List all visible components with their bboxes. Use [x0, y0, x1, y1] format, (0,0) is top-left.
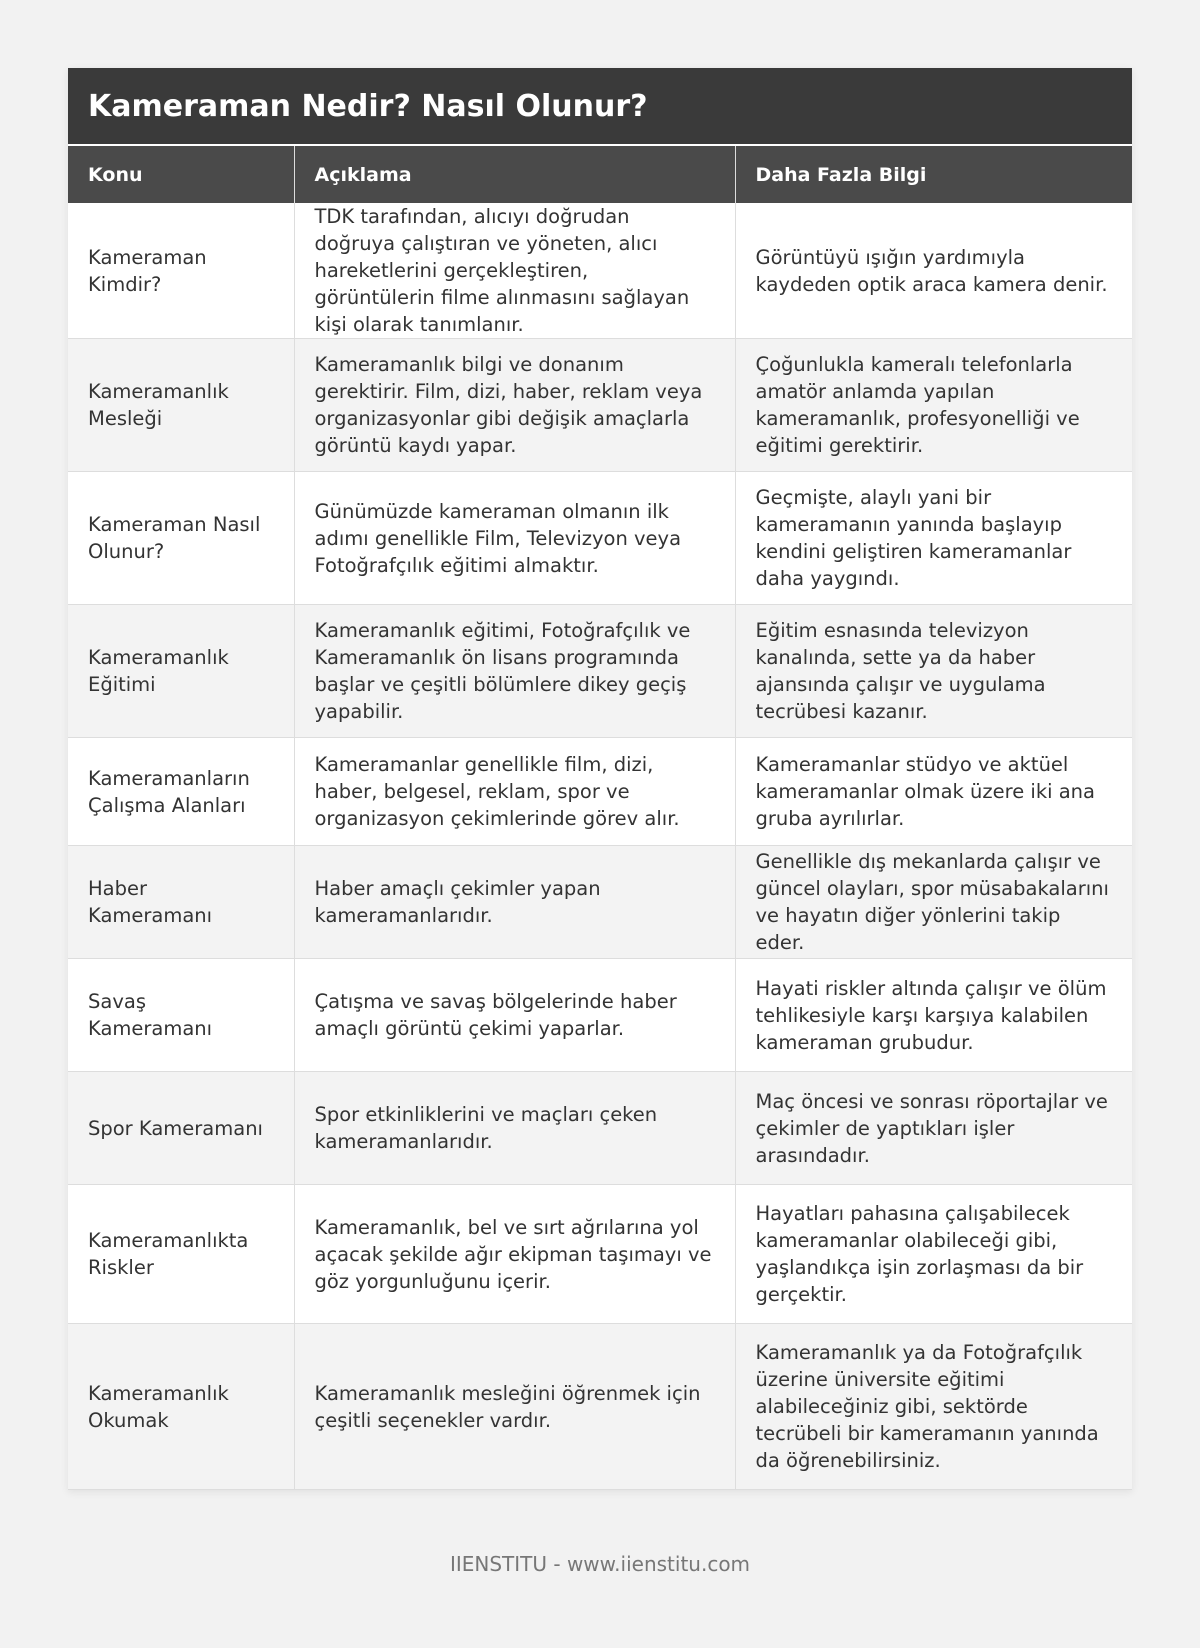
more-info-cell: Geçmişte, alaylı yani bir kameramanın yanında başlayıp kendini geliştiren kameramanlar daha yaygındı.: [735, 472, 1132, 605]
description-cell: Kameramanlık bilgi ve donanım gerektirir. Film, dizi, haber, reklam veya organizasyonlar gibi değişik amaçlarla görüntü kaydı yapar.: [294, 339, 735, 472]
topic-cell: Kameramanlık Okumak: [68, 1324, 294, 1490]
header-row: [68, 145, 1132, 203]
topic-cell: Kameramanların Çalışma Alanları: [68, 738, 294, 846]
column-header-daha-fazla-bilgi: Daha Fazla Bilgi: [735, 145, 1132, 203]
description-cell: Spor etkinliklerini ve maçları çeken kameramanlarıdır.: [294, 1072, 735, 1185]
more-info-cell: Kameramanlar stüdyo ve aktüel kameramanlar olmak üzere iki ana gruba ayrılırlar.: [735, 738, 1132, 846]
topic-cell: Kameramanlık Eğitimi: [68, 605, 294, 738]
table-row: [68, 959, 1132, 1072]
topic-cell: Savaş Kameramanı: [68, 959, 294, 1072]
table-row: [68, 846, 1132, 959]
topic-cell: Haber Kameramanı: [68, 846, 294, 959]
description-cell: TDK tarafından, alıcıyı doğrudan doğruya çalıştıran ve yöneten, alıcı hareketlerini gerçekleştiren, görüntülerin filme alınmasını sağlayan kişi olarak tanımlanır.: [294, 203, 735, 339]
more-info-cell: Çoğunlukla kameralı telefonlarla amatör anlamda yapılan kameramanlık, profesyonelliği ve eğitimi gerektirir.: [735, 339, 1132, 472]
topic-cell: Spor Kameramanı: [68, 1072, 294, 1185]
column-header-konu: Konu: [68, 145, 294, 203]
column-header-aciklama: Açıklama: [294, 145, 735, 203]
table-row: [68, 339, 1132, 472]
info-table-card: [68, 68, 1132, 1490]
table-title: Kameraman Nedir? Nasıl Olunur?: [68, 68, 1132, 144]
topic-cell: Kameramanlık Mesleği: [68, 339, 294, 472]
footer-credit: IIENSTITU - www.iienstitu.com: [449, 1552, 751, 1576]
table-row: [68, 203, 1132, 339]
description-cell: Kameramanlık eğitimi, Fotoğrafçılık ve Kameramanlık ön lisans programında başlar ve çeşitli bölümlere dikey geçiş yapabilir.: [294, 605, 735, 738]
topic-cell: Kameramanlıkta Riskler: [68, 1185, 294, 1324]
description-cell: Haber amaçlı çekimler yapan kameramanlarıdır.: [294, 846, 735, 959]
more-info-cell: Hayatları pahasına çalışabilecek kameramanlar olabileceği gibi, yaşlandıkça işin zorlaşması da bir gerçektir.: [735, 1185, 1132, 1324]
table-row: [68, 1324, 1132, 1490]
topic-cell: Kameraman Nasıl Olunur?: [68, 472, 294, 605]
description-cell: Kameramanlık, bel ve sırt ağrılarına yol açacak şekilde ağır ekipman taşımayı ve göz yorgunluğunu içerir.: [294, 1185, 735, 1324]
more-info-cell: Genellikle dış mekanlarda çalışır ve güncel olayları, spor müsabakalarını ve hayatın diğer yönlerini takip eder.: [735, 846, 1132, 959]
more-info-cell: Eğitim esnasında televizyon kanalında, sette ya da haber ajansında çalışır ve uygulama tecrübesi kazanır.: [735, 605, 1132, 738]
table-row: [68, 472, 1132, 605]
table-row: [68, 738, 1132, 846]
table-row: [68, 1185, 1132, 1324]
more-info-cell: Kameramanlık ya da Fotoğrafçılık üzerine üniversite eğitimi alabileceğiniz gibi, sektörde tecrübeli bir kameramanın yanında da öğrenebilirsiniz.: [735, 1324, 1132, 1490]
description-cell: Kameramanlık mesleğini öğrenmek için çeşitli seçenekler vardır.: [294, 1324, 735, 1490]
table-row: [68, 605, 1132, 738]
description-cell: Kameramanlar genellikle film, dizi, haber, belgesel, reklam, spor ve organizasyon çekimlerinde görev alır.: [294, 738, 735, 846]
more-info-cell: Görüntüyü ışığın yardımıyla kaydeden optik araca kamera denir.: [735, 203, 1132, 339]
description-cell: Çatışma ve savaş bölgelerinde haber amaçlı görüntü çekimi yaparlar.: [294, 959, 735, 1072]
topic-cell: Kameraman Kimdir?: [68, 203, 294, 339]
more-info-cell: Maç öncesi ve sonrası röportajlar ve çekimler de yaptıkları işler arasındadır.: [735, 1072, 1132, 1185]
description-cell: Günümüzde kameraman olmanın ilk adımı genellikle Film, Televizyon veya Fotoğrafçılık eğitimi almaktır.: [294, 472, 735, 605]
more-info-cell: Hayati riskler altında çalışır ve ölüm tehlikesiyle karşı karşıya kalabilen kameraman grubudur.: [735, 959, 1132, 1072]
table-row: [68, 1072, 1132, 1185]
info-table: [68, 144, 1132, 1490]
